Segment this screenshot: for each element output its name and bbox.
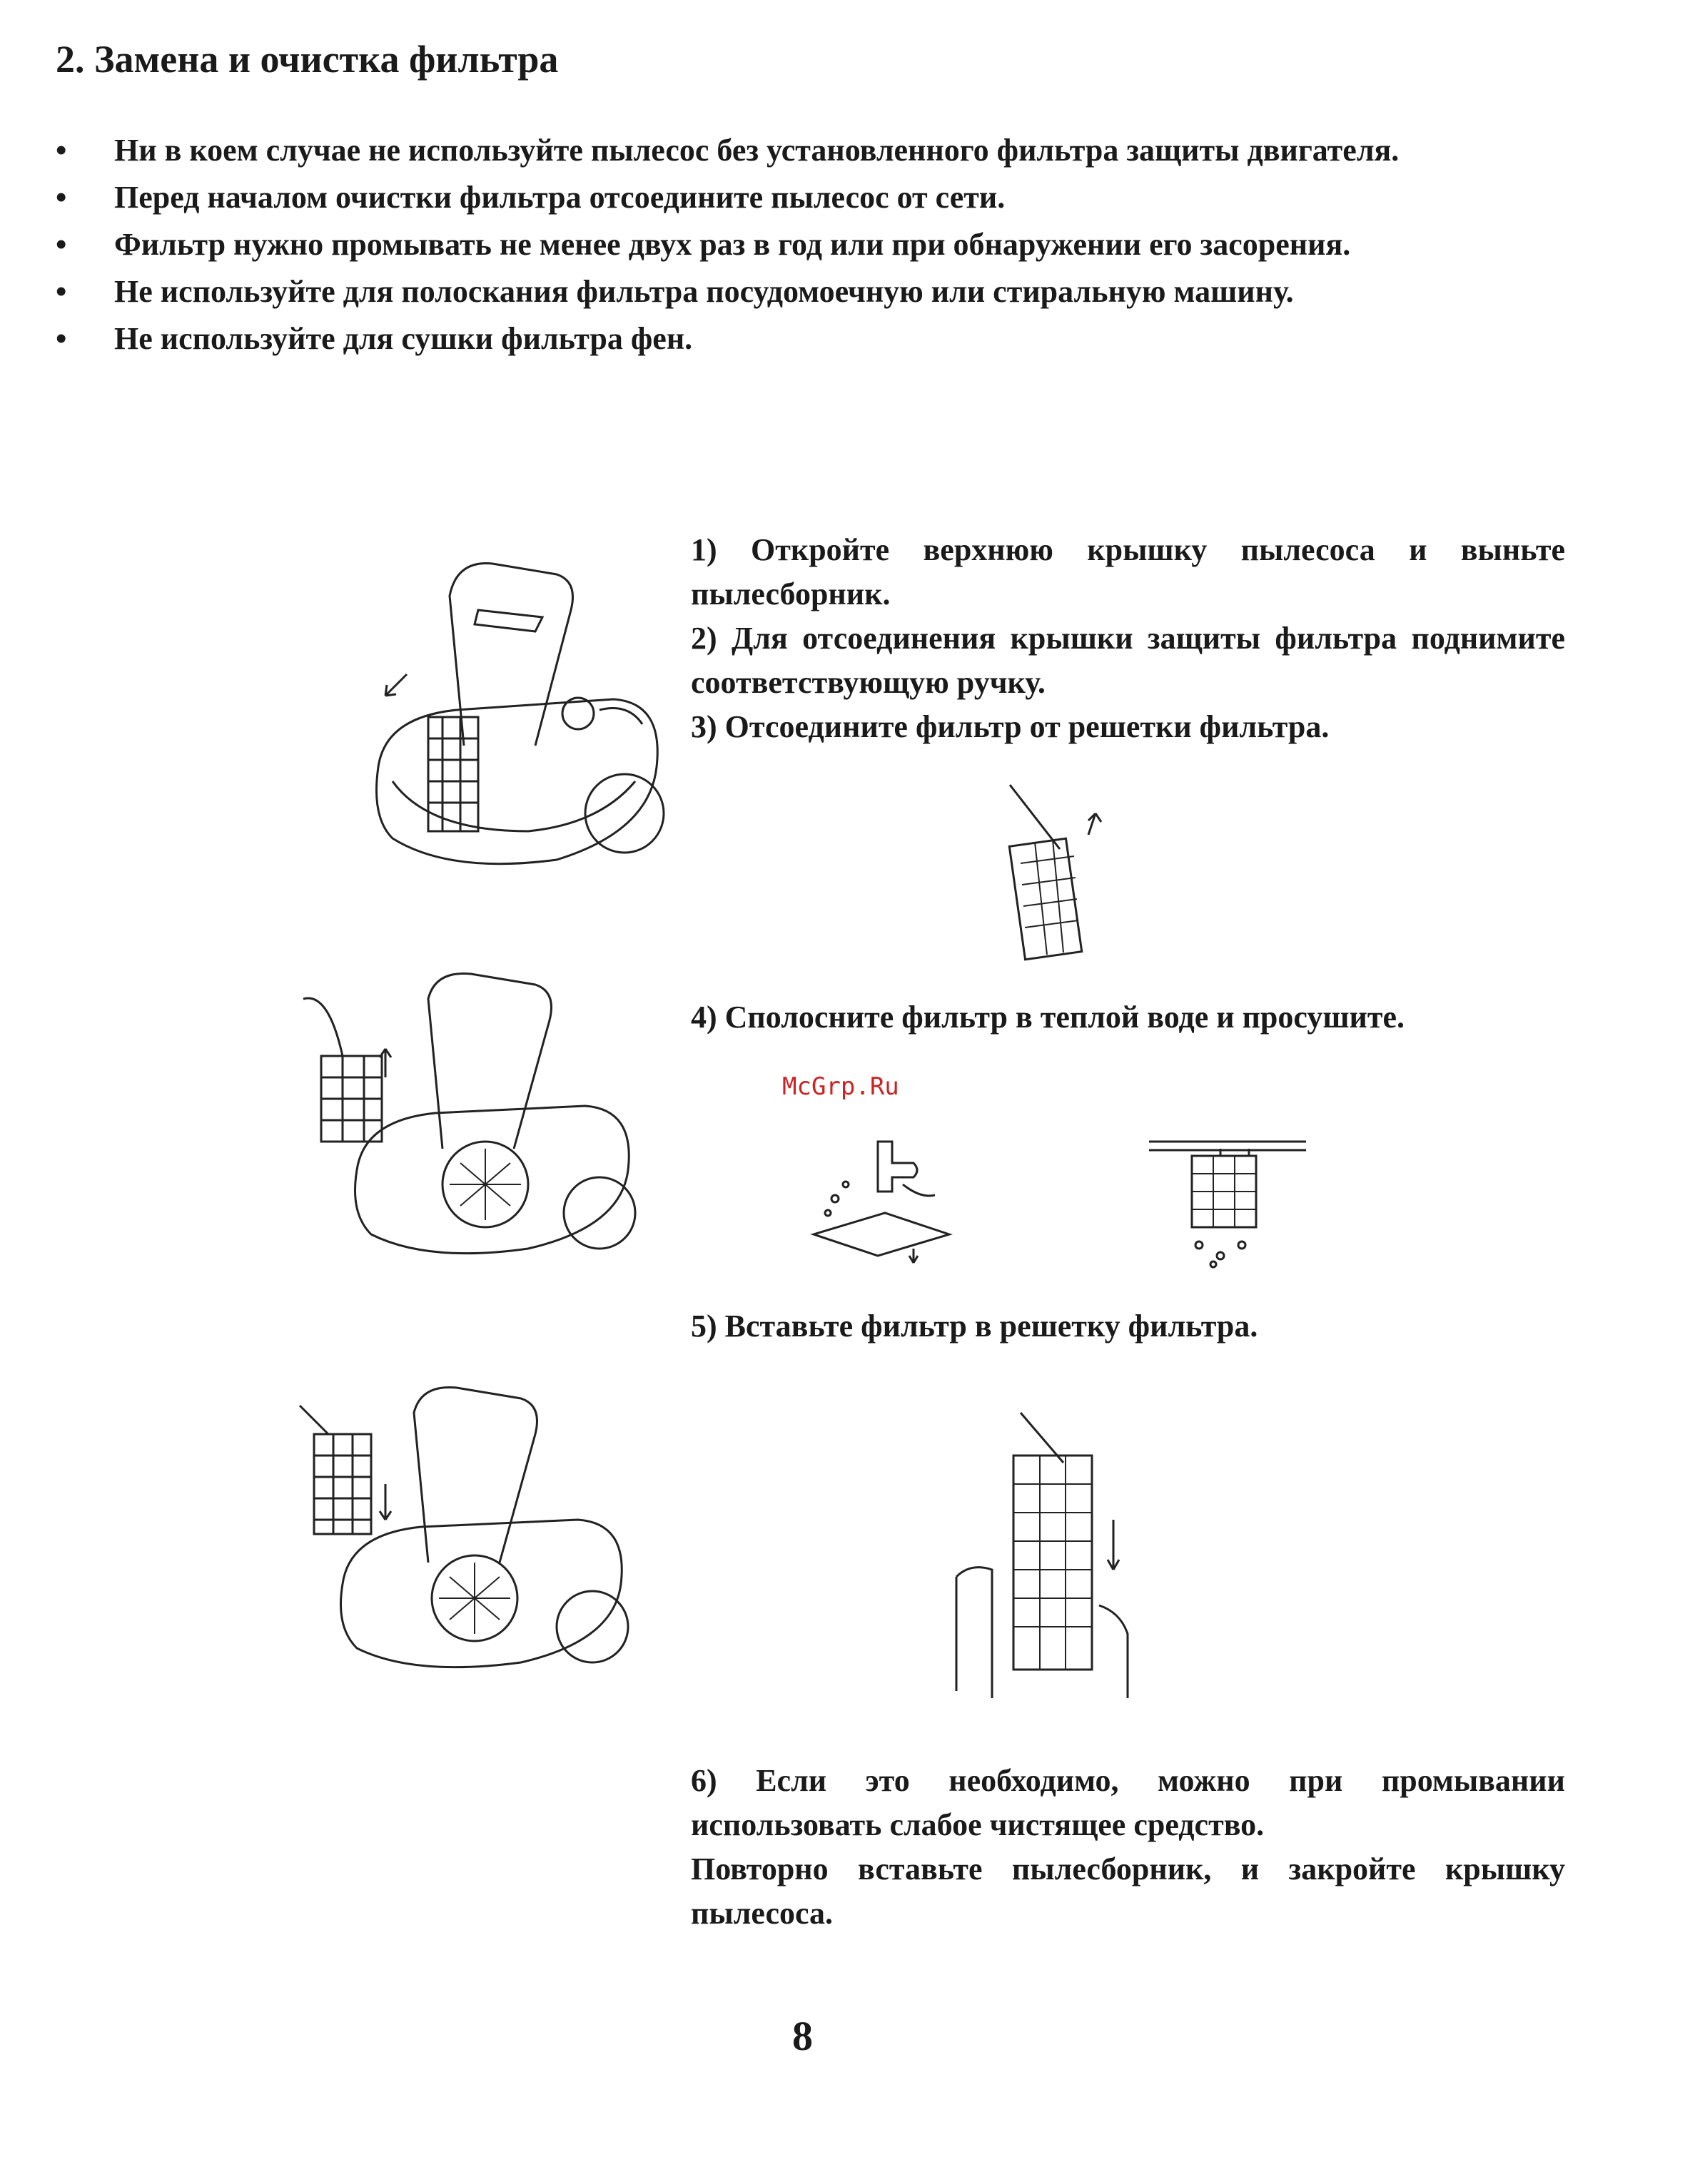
- bullet-icon: •: [56, 321, 67, 356]
- step-6: [691, 1759, 1565, 1936]
- step-4-text: 4) Сполосните фильтр в теплой воде и просушите.: [691, 1000, 1405, 1035]
- section-title: 2. Замена и очистка фильтра: [56, 38, 559, 81]
- list-item-text: Не используйте для полоскания фильтра посудомоечную или стиральную машину.: [114, 274, 1294, 309]
- step-3-text: 3) Отсоедините фильтр от решетки фильтра.: [691, 709, 1330, 744]
- list-item: [56, 270, 1519, 314]
- step-4: [691, 995, 1565, 1040]
- step-6-text: 6) Если это необходимо, можно при промывании использовать слабое чистящее средство.: [691, 1763, 1565, 1842]
- list-item: [56, 128, 1519, 173]
- list-item-text: Не используйте для сушки фильтра фен.: [114, 321, 693, 356]
- vacuum-open-lid-illustration: [343, 532, 671, 888]
- warning-list: [56, 128, 1519, 364]
- bullet-icon: •: [56, 274, 67, 309]
- bullet-icon: •: [56, 180, 67, 215]
- list-item-text: Ни в коем случае не используйте пылесос без установленного фильтра защиты двигателя.: [114, 133, 1400, 168]
- bullet-icon: •: [56, 133, 67, 168]
- step-6-note: Повторно вставьте пылесборник, и закройте крышку пылесоса.: [691, 1852, 1565, 1931]
- rinse-filter-illustration: [806, 1127, 971, 1270]
- list-item: [56, 223, 1519, 267]
- bullet-icon: •: [56, 227, 67, 262]
- filter-into-grid-illustration: [942, 1398, 1149, 1705]
- step-5-text: 5) Вставьте фильтр в решетку фильтра.: [691, 1309, 1258, 1344]
- watermark: McGrp.Ru: [782, 1072, 899, 1101]
- step-1-text: 1) Откройте верхнюю крышку пылесоса и выньте пылесборник.: [691, 532, 1565, 611]
- list-item: [56, 317, 1519, 361]
- dry-filter-illustration: [1142, 1127, 1313, 1270]
- step-5: [691, 1304, 1565, 1349]
- vacuum-remove-filter-illustration: [300, 956, 642, 1270]
- list-item: [56, 176, 1519, 220]
- vacuum-insert-filter-illustration: [285, 1363, 642, 1684]
- page-number: 8: [792, 2013, 813, 2059]
- step-2-text: 2) Для отсоединения крышки защиты фильтра поднимите соответствующую ручку.: [691, 621, 1565, 700]
- list-item-text: Фильтр нужно промывать не менее двух раз в год или при обнаружении его засорения.: [114, 227, 1351, 262]
- filter-grid-illustration: [988, 771, 1117, 970]
- steps-1-3: [691, 528, 1565, 749]
- list-item-text: Перед началом очистки фильтра отсоедините пылесос от сети.: [114, 180, 1006, 215]
